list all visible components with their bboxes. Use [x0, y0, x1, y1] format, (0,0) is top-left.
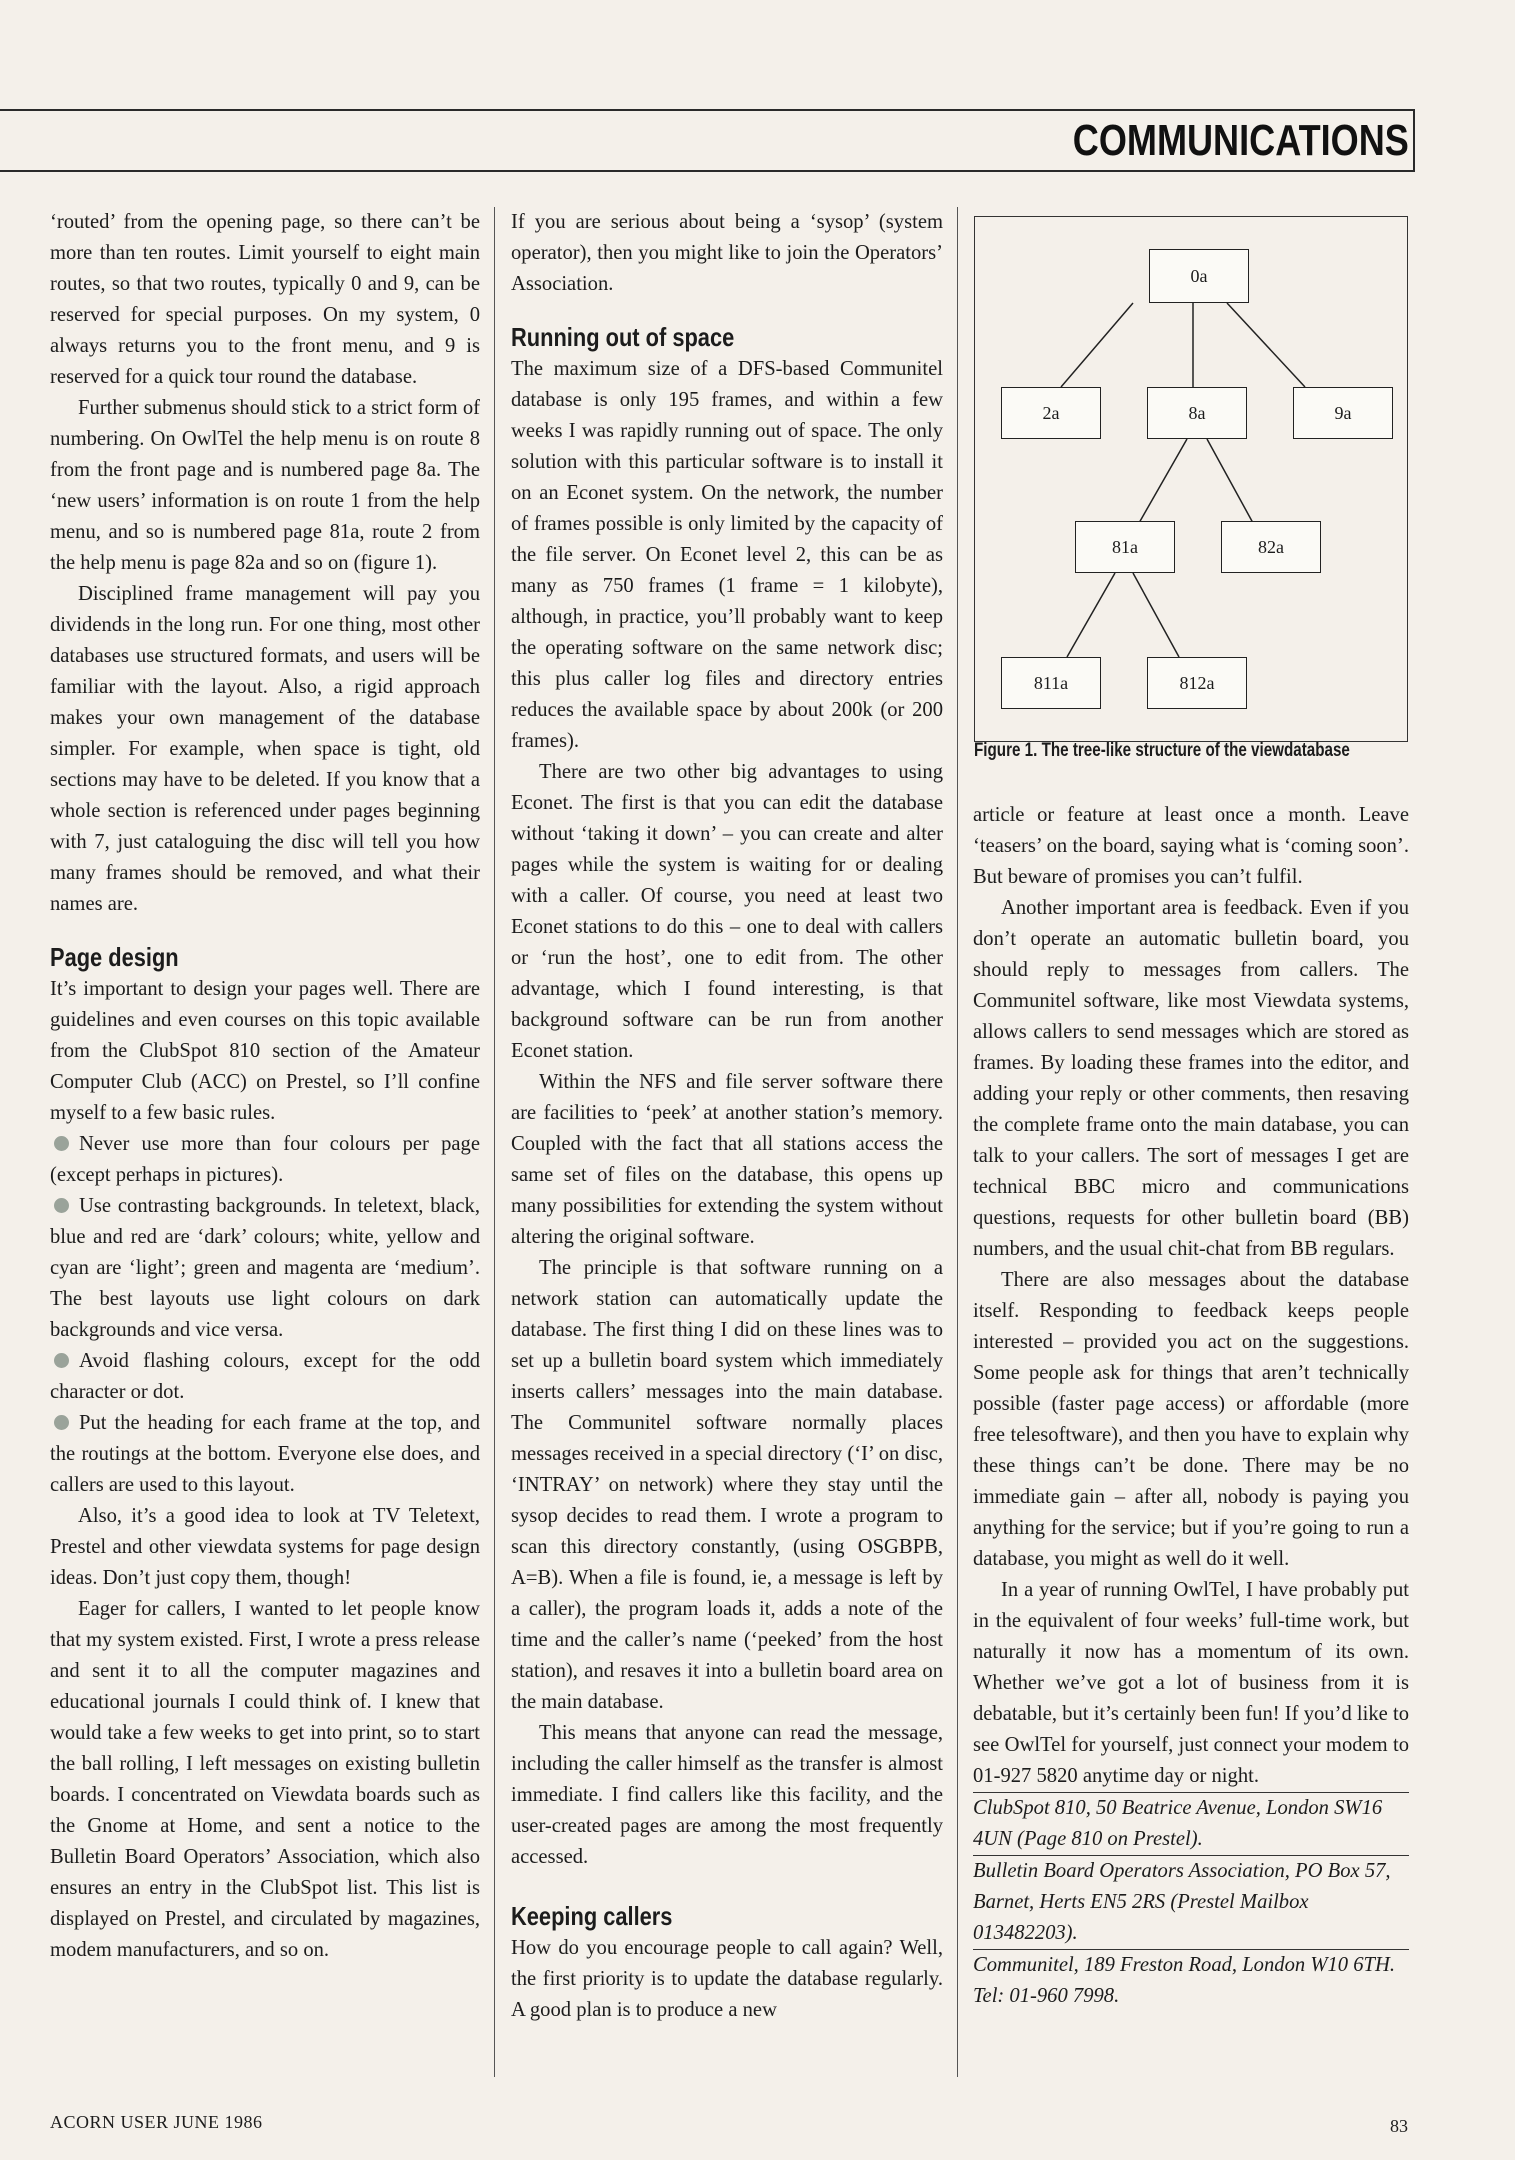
footer-issue: ACORN USER JUNE 1986 — [50, 2112, 263, 2132]
paragraph: Another important area is feedback. Even if you don’t operate an automatic bulletin board, you should reply to messages from callers. The Communitel software, like most Viewdata systems, allows callers to send messages which are stored as frames. By loading these frames into the editor, and adding your reply or other comments, then resaving the complete frame onto the main database, you can talk to your callers. The sort of messages I get are technical BBC micro and communications questions, requests for other bulletin board (BB) numbers, and the usual chit-chat from BB regulars. — [973, 897, 1409, 1260]
heading-keeping-callers: Keeping callers — [511, 1901, 673, 1931]
tree-node-811a: 811a — [1001, 657, 1101, 709]
heading-page-design: Page design — [50, 942, 179, 972]
tree-node-8a: 8a — [1147, 387, 1247, 439]
section-title: COMMUNICATIONS — [1072, 116, 1409, 165]
figure-caption: Figure 1. The tree-like structure of the viewdatabase — [974, 740, 1350, 761]
bullet-item: Never use more than four colours per page (except perhaps in pictures). — [50, 1133, 480, 1186]
paragraph: Disciplined frame management will pay you dividends in the long run. For one thing, most other databases use structured formats, and users will be familiar with the layout. Also, a rigid approach makes your own management of the database simpler. For example, when space is tight, old sections may have to be deleted. If you know that a whole section is referenced under pages beginning with 7, just cataloguing the disc will tell you how many frames should be removed, and what their names are. — [50, 583, 480, 915]
tree-node-2a: 2a — [1001, 387, 1101, 439]
figure-1-tree — [974, 216, 1408, 742]
column-divider — [957, 207, 958, 2077]
paragraph: It’s important to design your pages well. There are guidelines and even courses on this topic available from the ClubSpot 810 section of the Amateur Computer Club (ACC) on Prestel, so I’ll confine myself to a few basic rules. — [50, 978, 480, 1124]
page-number: 83 — [1390, 2116, 1408, 2136]
bullet-item: Put the heading for each frame at the top, and the routings at the bottom. Everyone else does, and callers are used to this layout. — [50, 1412, 480, 1496]
tree-node-0a: 0a — [1149, 249, 1249, 303]
column-1 — [50, 207, 480, 1966]
tree-node-81a: 81a — [1075, 521, 1175, 573]
address-bboa: Bulletin Board Operators Association, PO Box 57, Barnet, Herts EN5 2RS (Prestel Mailbox 013482203). — [973, 1855, 1409, 1949]
header-rule — [0, 109, 1415, 111]
header-rule-vertical — [1413, 109, 1415, 172]
bullet-icon — [54, 1415, 69, 1430]
column-divider — [494, 207, 495, 2077]
bullet-icon — [54, 1353, 69, 1368]
heading-running-out-of-space: Running out of space — [511, 322, 735, 352]
bullet-item: Avoid flashing colours, except for the odd character or dot. — [50, 1350, 480, 1403]
tree-node-9a: 9a — [1293, 387, 1393, 439]
paragraph: The maximum size of a DFS-based Communitel database is only 195 frames, and within a few weeks I was rapidly running out of space. The only solution with this particular software is to install it on an Econet system. On the network, the number of frames possible is only limited by the capacity of the file server. On Econet level 2, this can be as many as 750 frames (1 frame = 1 kilobyte), although, in practice, you’ll probably want to keep the operating software on the same network disc; this plus caller log files and directory entries reduces the available space by about 200k (or 200 frames). — [511, 358, 943, 752]
column-2 — [511, 207, 943, 2026]
tree-node-82a: 82a — [1221, 521, 1321, 573]
paragraph: ‘routed’ from the opening page, so there can’t be more than ten routes. Limit yourself to eight main routes, so that two routes, typically 0 and 9, can be reserved for special purposes. On my system, 0 always returns you to the front menu, and 9 is reserved for a quick tour round the database. — [50, 211, 480, 388]
paragraph: This means that anyone can read the message, including the caller himself as the transfer is almost immediate. I find callers like this facility, and the user-created pages are among the most frequently accessed. — [511, 1722, 943, 1868]
bullet-item: Use contrasting backgrounds. In teletext, black, blue and red are ‘dark’ colours; white, yellow and cyan are ‘light’; green and magenta are ‘medium’. The best layouts use light colours on dark backgrounds and vice versa. — [50, 1195, 480, 1341]
address-block — [973, 1792, 1409, 2012]
paragraph: Further submenus should stick to a strict form of numbering. On OwlTel the help menu is on route 8 from the front page and is numbered page 8a. The ‘new users’ information is on route 1 from the help menu, and so is numbered page 81a, route 2 from the help menu is page 82a and so on (figure 1). — [50, 397, 480, 574]
bullet-icon — [54, 1198, 69, 1213]
header-subrule — [0, 170, 1415, 172]
paragraph: Also, it’s a good idea to look at TV Teletext, Prestel and other viewdata systems for page design ideas. Don’t just copy them, though! — [50, 1505, 480, 1589]
paragraph: article or feature at least once a month. Leave ‘teasers’ on the board, saying what is ‘coming soon’. But beware of promises you can’t fulfil. — [973, 804, 1409, 888]
paragraph: There are two other big advantages to using Econet. The first is that you can edit the database without ‘taking it down’ – you can create and alter pages while the system is waiting for or dealing with a caller. Of course, you need at least two Econet stations to do this – one to deal with callers or ‘run the host’, one to edit from. The other advantage, which I found interesting, is that background software can be run from another Econet station. — [511, 761, 943, 1062]
paragraph: Within the NFS and file server software there are facilities to ‘peek’ at another station’s memory. Coupled with the fact that all stations access the same set of files on the database, this opens up many possibilities for extending the system without altering the original software. — [511, 1071, 943, 1248]
paragraph: There are also messages about the database itself. Responding to feedback keeps people interested – provided you act on the suggestions. Some people ask for things that aren’t technically possible (faster page access) or affordable (more free telesoftware), and then you have to explain why these things can’t be done. There may be no immediate gain – after all, nobody is paying you anything for the service; but if you’re going to run a database, you might as well do it well. — [973, 1269, 1409, 1570]
column-3 — [973, 800, 1409, 2012]
tree-node-812a: 812a — [1147, 657, 1247, 709]
paragraph: The principle is that software running on a network station can automatically update the database. The first thing I did on these lines was to set up a bulletin board system which immediately inserts callers’ messages into the main database. The Communitel software normally places messages received in a special directory (‘I’ on disc, ‘INTRAY’ on network) where they stay until the sysop decides to read them. I wrote a program to scan this directory constantly, (using OSGBPB, A=B). When a file is found, ie, a message is left by a caller), the program loads it, adds a note of the time and the caller’s name (‘peeked’ from the host station), and resaves it into a bulletin board area on the main database. — [511, 1257, 943, 1713]
paragraph: In a year of running OwlTel, I have probably put in the equivalent of four weeks’ full-time work, but naturally it now has a momentum of its own. Whether we’ve got a lot of business from it is debatable, but it’s certainly been fun! If you’d like to see OwlTel for yourself, just connect your modem to 01-927 5820 anytime day or night. — [973, 1579, 1409, 1787]
bullet-icon — [54, 1136, 69, 1151]
paragraph: If you are serious about being a ‘sysop’ (system operator), then you might like to join the Operators’ Association. — [511, 211, 943, 295]
paragraph: Eager for callers, I wanted to let people know that my system existed. First, I wrote a press release and sent it to all the computer magazines and educational journals I could think of. I knew that would take a few weeks to get into print, so to start the ball rolling, I left messages on existing bulletin boards. I concentrated on Viewdata boards such as the Gnome at Home, and sent a notice to the Bulletin Board Operators’ Association, which also ensures an entry in the ClubSpot list. This list is displayed on Prestel, and circulated by magazines, modem manufacturers, and so on. — [50, 1598, 480, 1961]
address-communitel: Communitel, 189 Freston Road, London W10 6TH. Tel: 01-960 7998. — [973, 1949, 1409, 2012]
paragraph: How do you encourage people to call again? Well, the first priority is to update the database regularly. A good plan is to produce a new — [511, 1937, 943, 2021]
address-clubspot: ClubSpot 810, 50 Beatrice Avenue, London SW16 4UN (Page 810 on Prestel). — [973, 1792, 1409, 1855]
